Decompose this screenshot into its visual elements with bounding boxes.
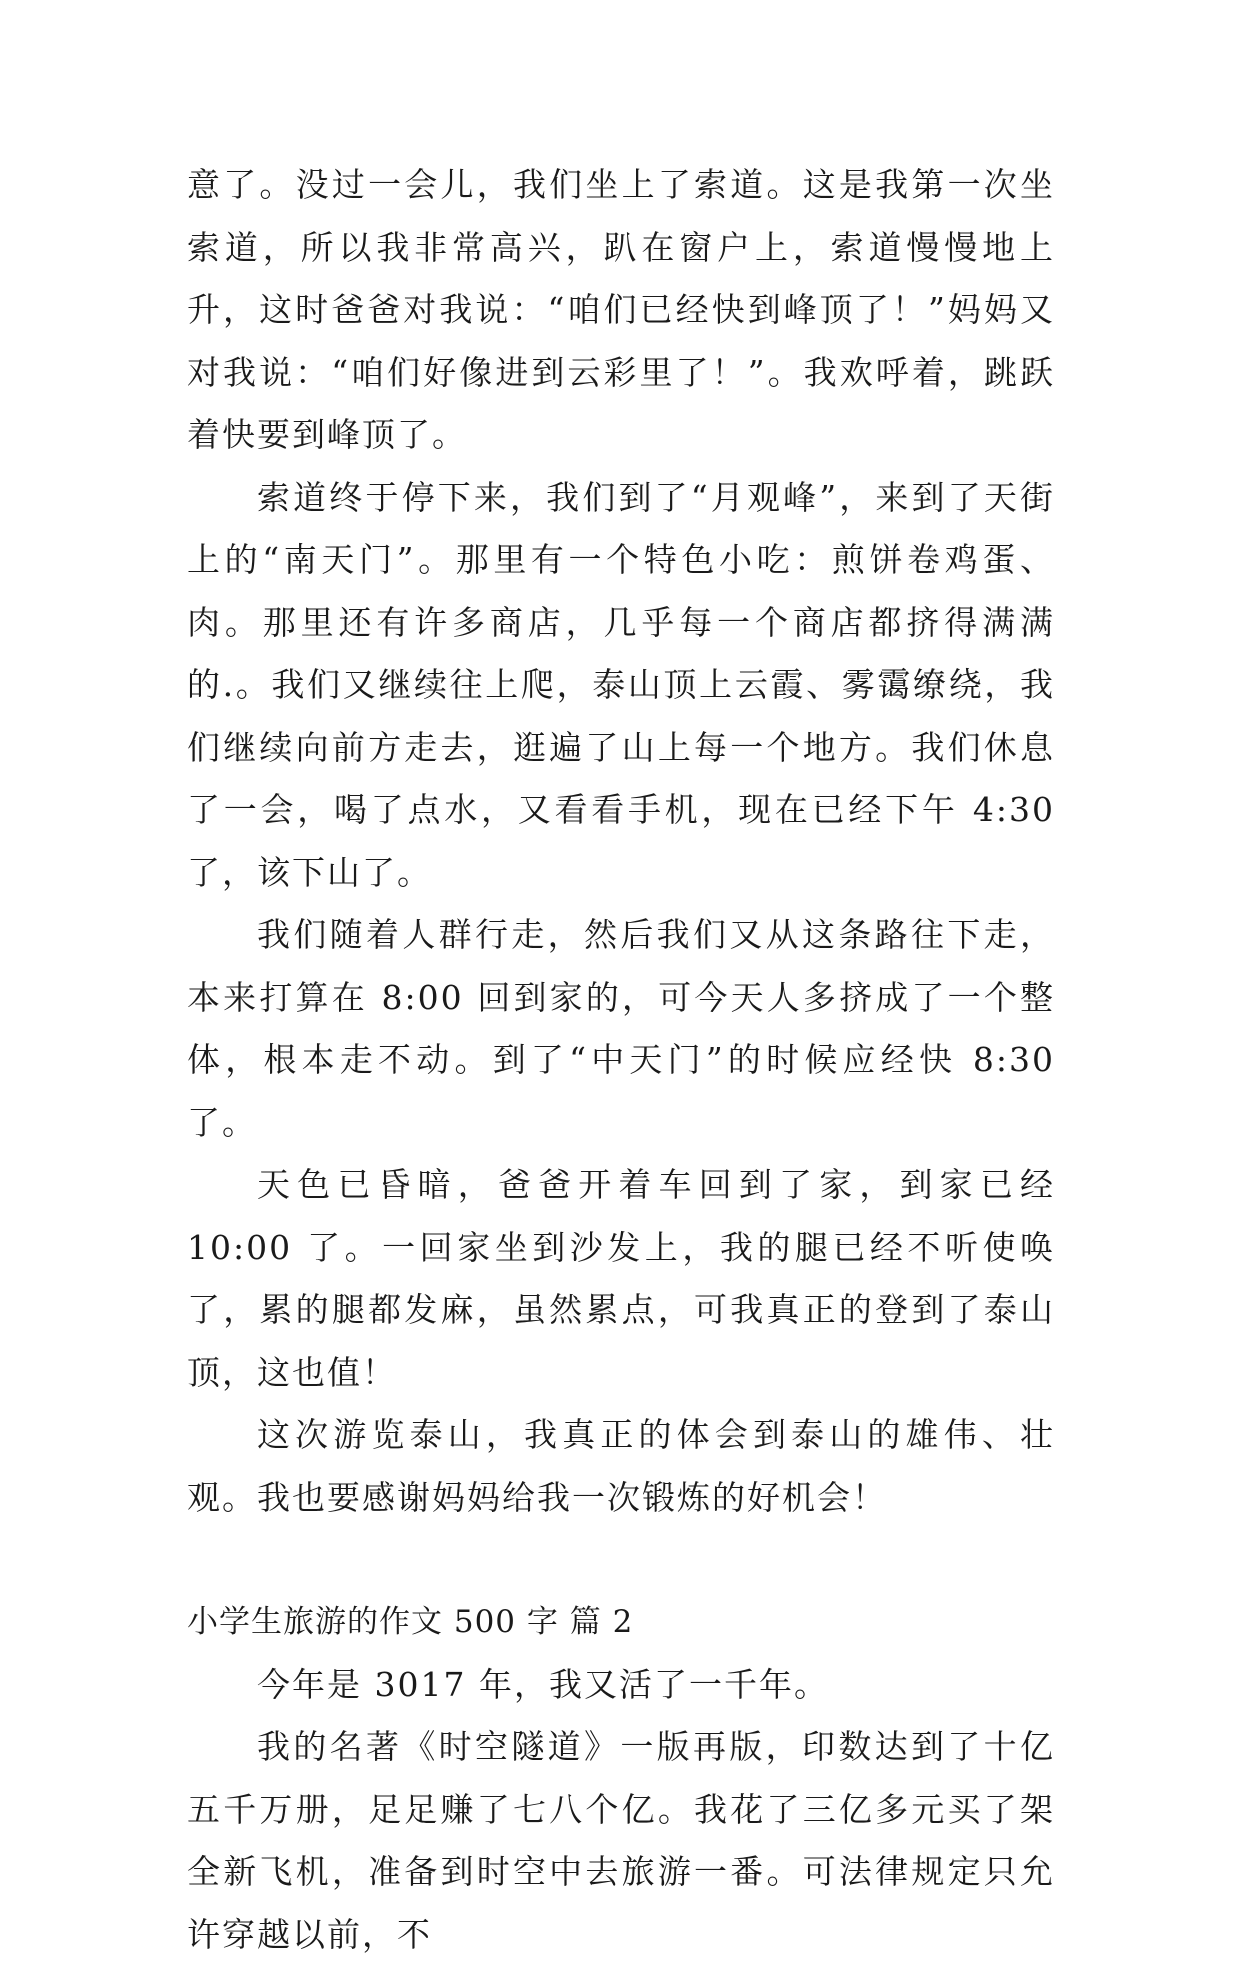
- section-heading: 小学生旅游的作文 500 字 篇 2: [187, 1604, 634, 1640]
- paragraph-1: 意了。没过一会儿，我们坐上了索道。这是我第一次坐索道，所以我非常高兴，趴在窗户上，索道慢慢地上升，这时爸爸对我说：“咱们已经快到峰顶了！”妈妈又对我说：“咱们好像进到云彩里了！”。我欢呼着，跳跃着快要到峰顶了。: [187, 165, 1055, 454]
- paragraph-5: 这次游览泰山，我真正的体会到泰山的雄伟、壮观。我也要感谢妈妈给我一次锻炼的好机会！: [187, 1415, 1055, 1517]
- paragraph-3: 我们随着人群行走，然后我们又从这条路往下走，本来打算在 8:00 回到家的，可今天人多挤成了一个整体，根本走不动。到了“中天门”的时候应经快 8:30 了。: [187, 915, 1055, 1142]
- paragraph-2: 索道终于停下来，我们到了“月观峰”，来到了天街上的“南天门”。那里有一个特色小吃：煎饼卷鸡蛋、肉。那里还有许多商店，几乎每一个商店都挤得满满的.。我们又继续往上爬，泰山顶上云霞、雾霭缭绕，我们继续向前方走去，逛遍了山上每一个地方。我们休息了一会，喝了点水，又看看手机，现在已经下午 4:30 了，该下山了。: [187, 477, 1055, 892]
- section-gap: [187, 1529, 1055, 1591]
- paragraph-7: 我的名著《时空隧道》一版再版，印数达到了十亿五千万册，足足赚了七八个亿。我花了三亿多元买了架全新飞机，准备到时空中去旅游一番。可法律规定只允许穿越以前，不: [187, 1727, 1055, 1954]
- paragraph-6: 今年是 3017 年，我又活了一千年。: [257, 1664, 829, 1704]
- paragraph-4: 天色已昏暗，爸爸开着车回到了家，到家已经 10:00 了。一回家坐到沙发上，我的腿已经不听使唤了，累的腿都发麻，虽然累点，可我真正的登到了泰山顶，这也值！: [187, 1165, 1055, 1392]
- document-body: [187, 154, 1055, 1966]
